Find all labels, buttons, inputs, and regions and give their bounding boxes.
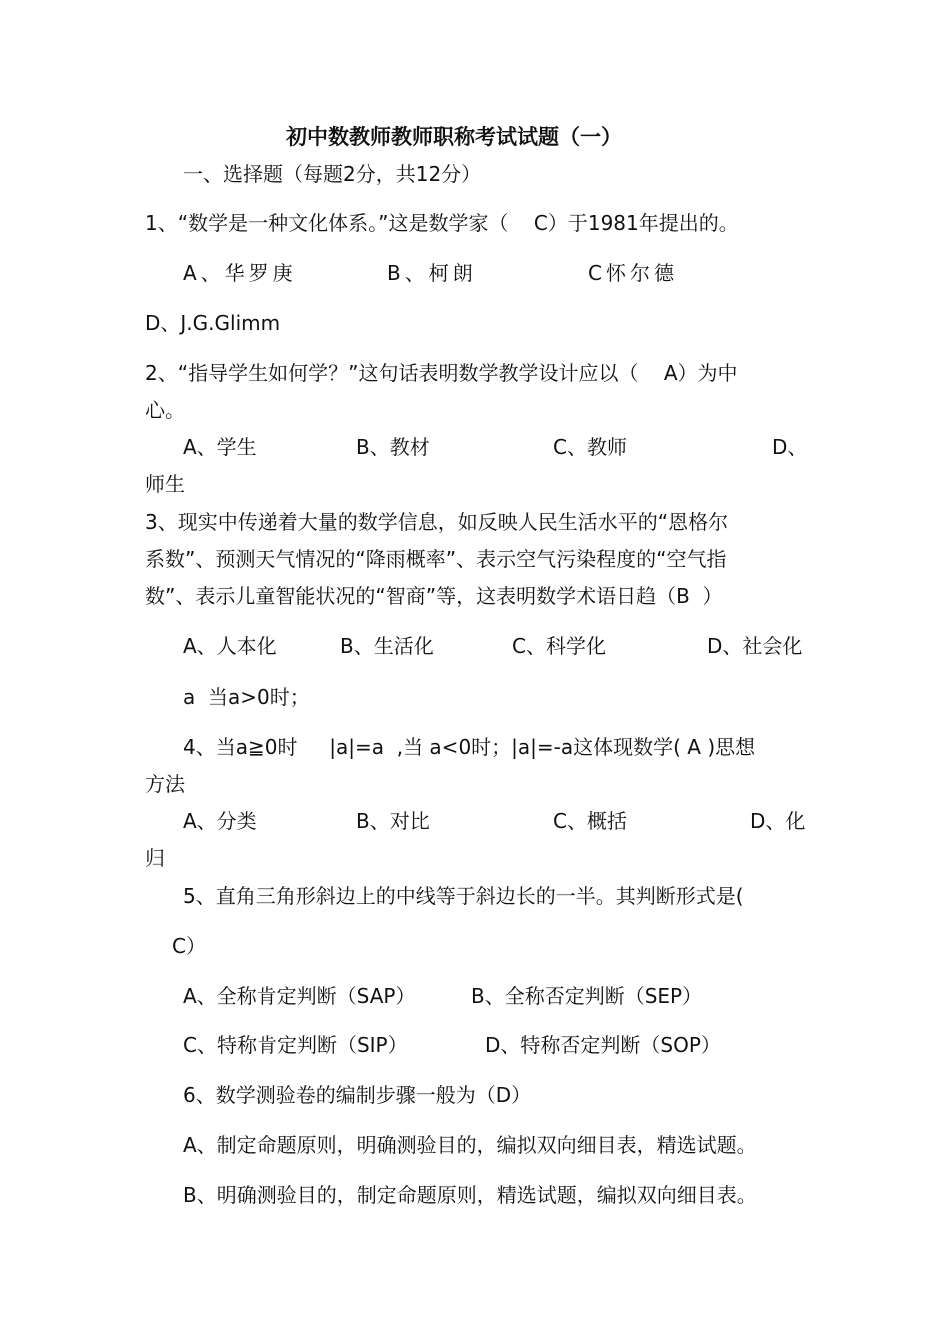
question-4-option-c: C、概括 — [553, 809, 627, 833]
question-3-option-a: A、人本化 — [183, 634, 277, 658]
question-2-option-d: D、 — [772, 435, 808, 459]
question-2-option-b: B、教材 — [356, 435, 430, 459]
question-4-option-b: B、对比 — [356, 809, 430, 833]
question-3-stem-line-2: 系数”、预测天气情况的“降雨概率”、表示空气污染程度的“空气指 — [145, 547, 727, 571]
question-6-option-b: B、明确测验目的，制定命题原则，精选试题，编拟双向细目表。 — [183, 1183, 757, 1207]
question-4-option-d-wrap: 归 — [145, 846, 165, 870]
question-2-stem-line-2: 心。 — [145, 398, 185, 422]
question-5-stem-line-2: C） — [172, 934, 206, 958]
question-6-option-a: A、制定命题原则，明确测验目的，编拟双向细目表，精选试题。 — [183, 1133, 757, 1157]
question-4-pre-line: a 当a>0时； — [183, 685, 310, 709]
question-3-option-b: B、生活化 — [340, 634, 434, 658]
question-5-option-a: A、全称肯定判断（SAP） — [183, 984, 416, 1008]
question-5-option-c: C、特称肯定判断（SIP） — [183, 1033, 408, 1057]
question-3-stem-line-3: 数”、表示儿童智能状况的“智商”等，这表明数学术语日趋（B ） — [145, 584, 723, 608]
question-1-option-d: D、J.G.Glimm — [145, 311, 281, 335]
document-title: 初中数教师教师职称考试试题（一） — [286, 124, 622, 149]
question-1-option-a: A、华罗庚 — [183, 261, 297, 285]
question-4-stem-line-2: 方法 — [145, 772, 185, 796]
question-5-option-b: B、全称否定判断（SEP） — [471, 984, 703, 1008]
question-4-option-a: A、分类 — [183, 809, 257, 833]
question-1-option-b: B、柯朗 — [387, 261, 477, 285]
question-2-stem-line-1: 2、“指导学生如何学？”这句话表明数学教学设计应以（ A）为中 — [145, 361, 738, 385]
question-1-stem: 1、“数学是一种文化体系。”这是数学家（ C）于1981年提出的。 — [145, 211, 739, 235]
question-5-option-d: D、特称否定判断（SOP） — [485, 1033, 721, 1057]
question-2-option-c: C、教师 — [553, 435, 627, 459]
question-3-option-d: D、社会化 — [707, 634, 803, 658]
question-6-stem: 6、数学测验卷的编制步骤一般为（D） — [183, 1083, 532, 1107]
question-5-stem-line-1: 5、直角三角形斜边上的中线等于斜边长的一半。其判断形式是( — [183, 884, 744, 908]
question-1-option-c: C怀尔德 — [588, 261, 678, 285]
question-4-stem-line-1: 4、当a≧0时 |a|=a ,当 a<0时；|a|=-a这体现数学( A )思想 — [183, 735, 756, 759]
section-heading: 一、选择题（每题2分，共12分） — [183, 162, 482, 186]
question-3-option-c: C、科学化 — [512, 634, 606, 658]
question-2-option-d-wrap: 师生 — [145, 472, 185, 496]
question-4-option-d: D、化 — [750, 809, 806, 833]
question-3-stem-line-1: 3、现实中传递着大量的数学信息，如反映人民生活水平的“恩格尔 — [145, 510, 729, 534]
question-2-option-a: A、学生 — [183, 435, 257, 459]
